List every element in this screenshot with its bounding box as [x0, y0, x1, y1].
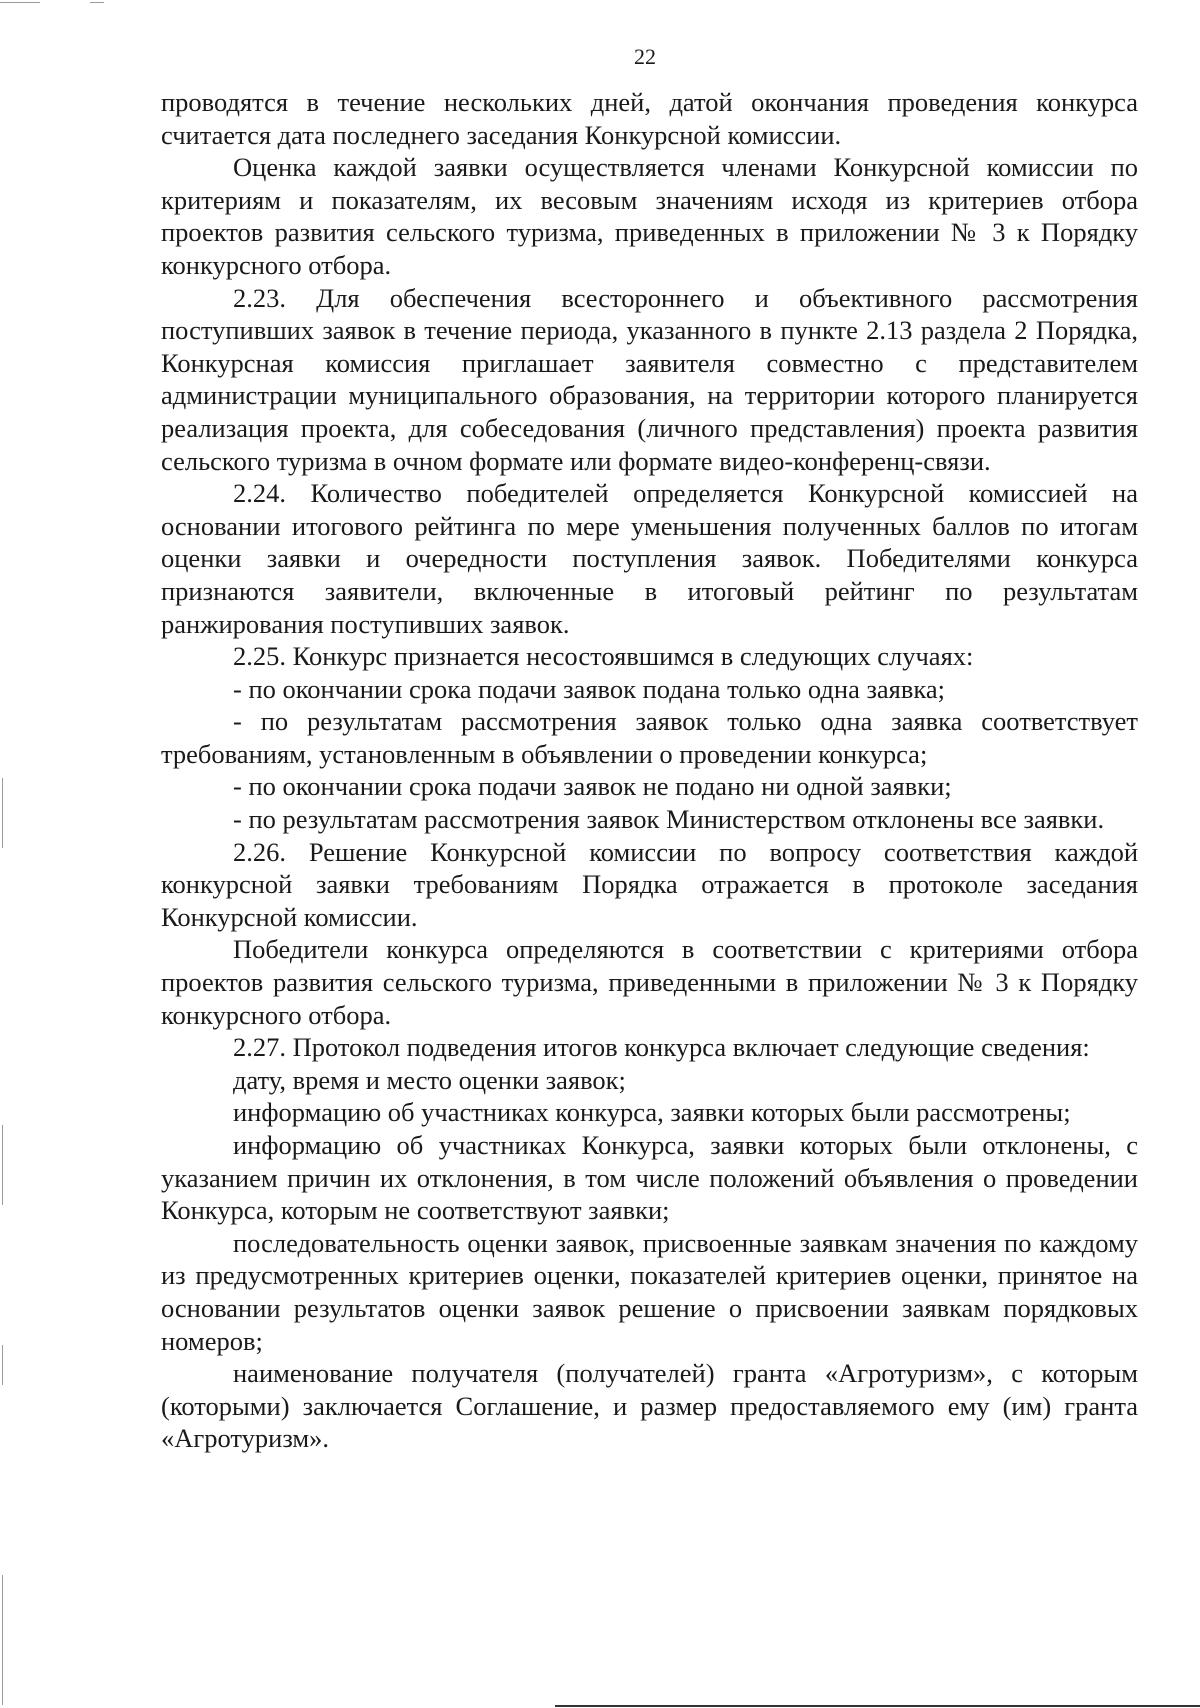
paragraph: Победители конкурса определяются в соответствии с критериями отбора проектов развития сельского туризма, приведенными в приложении № 3 к Порядку конкурсного отбора.	[161, 934, 1138, 1030]
paragraph: проводятся в течение нескольких дней, датой окончания проведения конкурса считается дата последнего заседания Конкурсной комиссии.	[161, 87, 1138, 150]
paragraph: - по окончании срока подачи заявок не подано ни одной заявки;	[233, 771, 952, 802]
page-bottom-rule	[555, 1705, 1200, 1707]
paragraph: Оценка каждой заявки осуществляется членами Конкурсной комиссии по критериям и показателям, их весовым значениям исходя из критериев отбора проектов развития сельского туризма, приведенных в приложении № 3 к Порядку конкурсного отбора.	[161, 152, 1138, 280]
paragraph: - по результатам рассмотрения заявок Министерством отклонены все заявки.	[233, 804, 1105, 835]
paragraph: 2.27. Протокол подведения итогов конкурса включает следующие сведения:	[233, 1032, 1090, 1063]
paragraph: 2.24. Количество победителей определяется Конкурсной комиссией на основании итогового рейтинга по мере уменьшения полученных баллов по итогам оценки заявки и очередности поступления заявок. Победителями конкурса признаются заявители, включенные в итоговый рейтинг по результатам ранжирования поступивших заявок.	[161, 478, 1138, 639]
document-body	[161, 86, 1138, 1455]
paragraph: 2.26. Решение Конкурсной комиссии по вопросу соответствия каждой конкурсной заявки требованиям Порядка отражается в протоколе заседания Конкурсной комиссии.	[161, 836, 1138, 932]
scan-mark	[90, 2, 104, 3]
scan-mark	[2, 778, 3, 848]
page-number: 22	[634, 44, 656, 69]
scan-mark	[2, 1575, 3, 1705]
scan-mark	[2, 1125, 3, 1205]
paragraph: - по результатам рассмотрения заявок только одна заявка соответствует требованиям, установленным в объявлении о проведении конкурса;	[161, 706, 1138, 769]
paragraph: наименование получателя (получателей) гранта «Агротуризм», с которым (которыми) заключается Соглашение, и размер предоставляемого ему (им) гранта «Агротуризм».	[161, 1358, 1138, 1454]
paragraph: информацию об участниках конкурса, заявки которых были рассмотрены;	[233, 1097, 1071, 1128]
paragraph: последовательность оценки заявок, присвоенные заявкам значения по каждому из предусмотренных критериев оценки, показателей критериев оценки, принятое на основании результатов оценки заявок решение о присвоении заявкам порядковых номеров;	[161, 1227, 1138, 1356]
paragraph: - по окончании срока подачи заявок подана только одна заявка;	[233, 673, 945, 704]
paragraph: 2.23. Для обеспечения всестороннего и объективного рассмотрения поступивших заявок в течение периода, указанного в пункте 2.13 раздела 2 Порядка, Конкурсная комиссия приглашает заявителя совместно с представителем администрации муниципального образования, на территории которого планируется реализация проекта, для собеседования (личного представления) проекта развития сельского туризма в очном формате или формате видео-конференц-связи.	[161, 282, 1138, 476]
paragraph: дату, время и место оценки заявок;	[233, 1064, 626, 1095]
scan-mark	[2, 1345, 3, 1385]
paragraph: информацию об участниках Конкурса, заявки которых были отклонены, с указанием причин их отклонения, в том числе положений объявления о проведении Конкурса, которым не соответствуют заявки;	[161, 1130, 1138, 1226]
scan-mark	[0, 2, 40, 3]
paragraph: 2.25. Конкурс признается несостоявшимся в следующих случаях:	[233, 641, 974, 672]
